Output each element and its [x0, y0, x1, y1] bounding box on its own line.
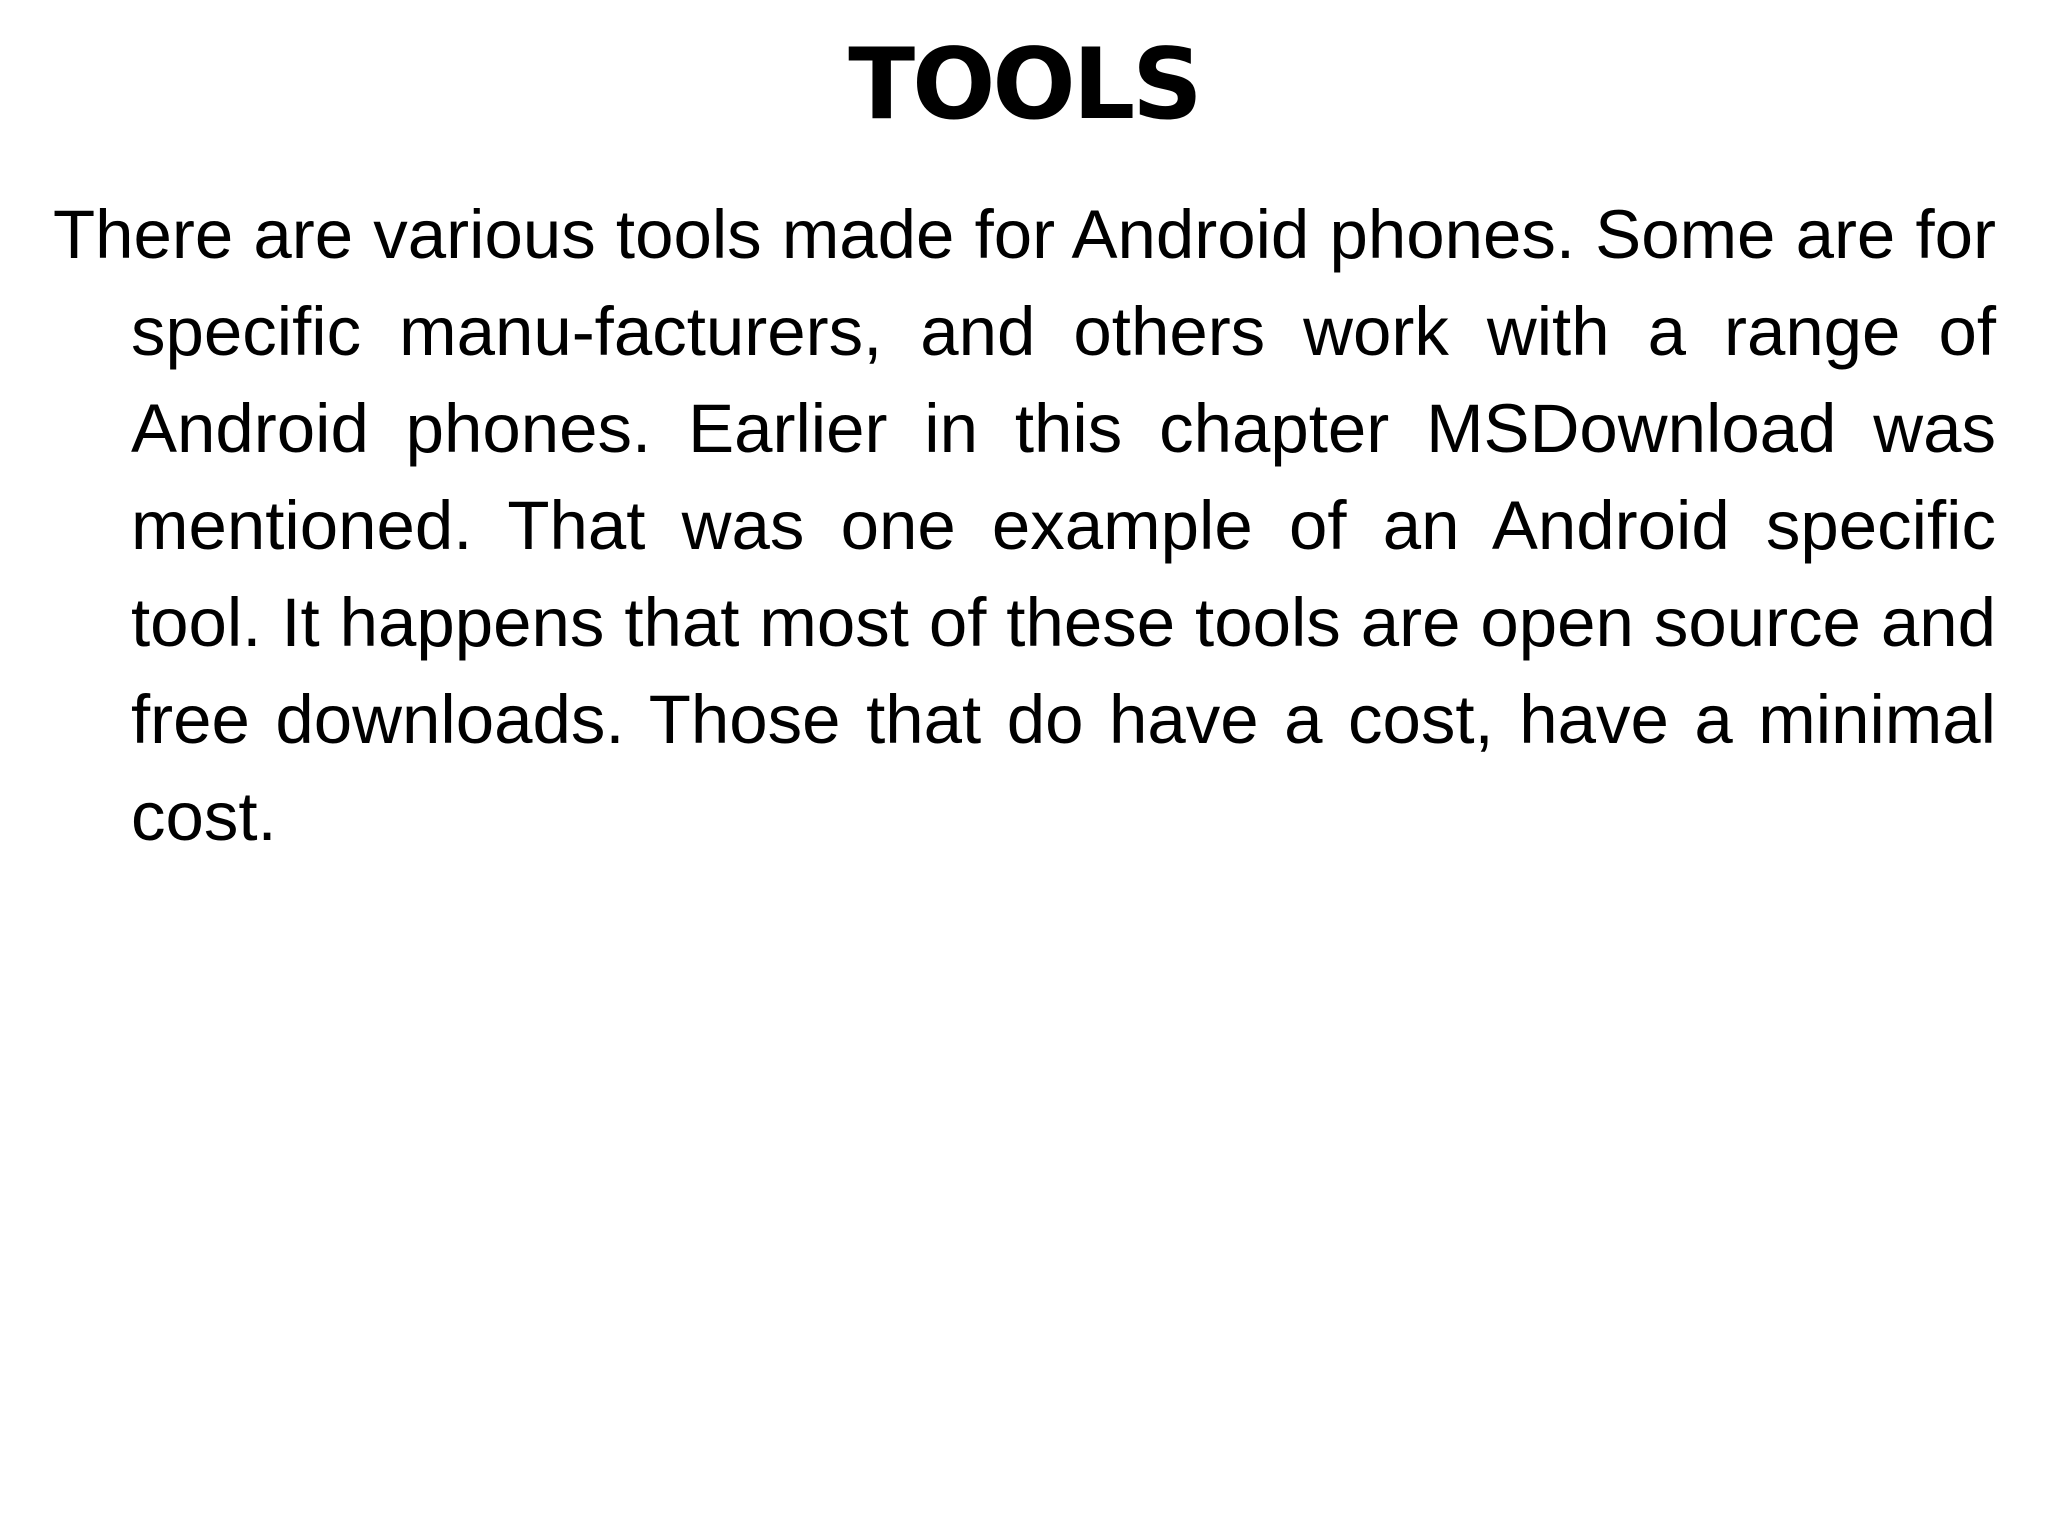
slide-title: TOOLS [848, 28, 1200, 142]
body-paragraph: There are various tools made for Android phones. Some are for specific manu-facturers, and others work with a range of Android phones. Earlier in this chapter MSDownload was mentioned. That was one example of an Android specific tool. It happens that most of these tools are open source and free downloads. Those that do have a cost, have a minimal cost. [53, 196, 1996, 855]
